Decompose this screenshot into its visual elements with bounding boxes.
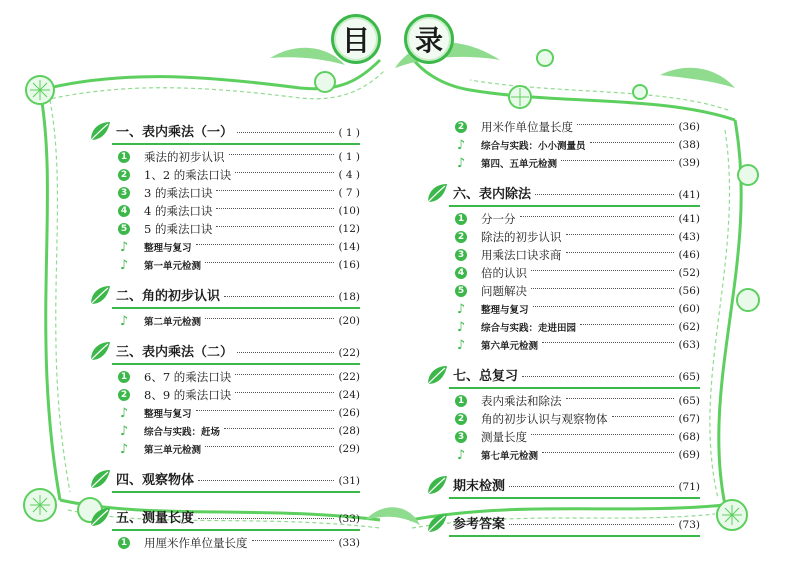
toc-entry[interactable] <box>88 238 360 256</box>
toc-section[interactable] <box>88 338 360 368</box>
toc-entry[interactable] <box>425 446 700 464</box>
entry-title: 乘法的初步认识 <box>144 150 225 164</box>
section-page-number: (22) <box>338 347 360 359</box>
section-spacer <box>425 172 700 180</box>
dot-leader <box>235 172 334 173</box>
section-heading <box>116 121 360 140</box>
toc-entry[interactable] <box>425 318 700 336</box>
section-page-number: (31) <box>338 475 360 487</box>
section-spacer <box>88 552 360 560</box>
number-badge: 2 <box>455 121 467 133</box>
music-note-icon: ♪ <box>456 155 466 171</box>
entry-page-number: (63) <box>678 339 700 351</box>
entry-title: 角的初步认识与观察物体 <box>481 412 608 426</box>
leaf-icon <box>88 284 112 306</box>
toc-section[interactable] <box>425 180 700 210</box>
music-note-icon: ♪ <box>119 441 129 457</box>
dot-leader <box>252 540 335 541</box>
section-title: 一、表内乘法（一） <box>116 125 234 140</box>
dot-leader <box>205 262 334 263</box>
entry-page-number: (60) <box>678 303 700 315</box>
entry-title: 整理与复习 <box>481 305 529 316</box>
entry-page-number: (36) <box>678 121 700 133</box>
dot-leader <box>198 518 334 519</box>
dot-leader <box>224 428 334 429</box>
toc-section[interactable] <box>425 362 700 392</box>
number-badge: 2 <box>455 231 467 243</box>
entry-page-number: (38) <box>678 139 700 151</box>
dot-leader <box>531 434 674 435</box>
leaf-icon <box>425 364 449 386</box>
entry-page-number: (56) <box>678 285 700 297</box>
entry-title: 1、2 的乘法口诀 <box>144 168 232 182</box>
leaf-icon <box>88 506 112 528</box>
entry-title: 第二单元检测 <box>144 317 202 328</box>
entry-title: 3 的乘法口诀 <box>144 186 213 200</box>
leaf-icon <box>425 512 449 534</box>
entry-title: 分一分 <box>481 212 516 226</box>
dot-leader <box>531 270 674 271</box>
entry-title: 用乘法口诀求商 <box>481 248 562 262</box>
entry-page-number: (33) <box>338 537 360 549</box>
dot-leader <box>577 124 674 125</box>
number-badge: 1 <box>455 395 467 407</box>
title-char-2: 录 <box>404 14 454 64</box>
toc-section[interactable] <box>425 510 700 540</box>
entry-title: 第七单元检测 <box>481 451 539 462</box>
section-underline <box>112 363 360 365</box>
number-badge: 5 <box>118 223 130 235</box>
toc-entry[interactable] <box>88 386 360 404</box>
entry-page-number: (68) <box>678 431 700 443</box>
toc-entry[interactable] <box>425 428 700 446</box>
entry-title: 第一单元检测 <box>144 261 202 272</box>
section-heading <box>453 513 700 532</box>
entry-title: 整理与复习 <box>144 243 192 254</box>
section-spacer <box>425 464 700 472</box>
dot-leader <box>612 416 675 417</box>
section-page-number: (41) <box>678 189 700 201</box>
number-badge: 3 <box>118 187 130 199</box>
section-spacer <box>88 496 360 504</box>
section-underline <box>112 491 360 493</box>
toc-entry[interactable] <box>88 184 360 202</box>
section-page-number: (18) <box>338 291 360 303</box>
section-heading <box>116 507 360 526</box>
dot-leader <box>235 374 334 375</box>
toc-entry[interactable] <box>88 256 360 274</box>
leaf-icon <box>88 468 112 490</box>
section-title: 二、角的初步认识 <box>116 289 221 304</box>
section-underline <box>112 529 360 531</box>
toc-section[interactable] <box>425 472 700 502</box>
section-spacer <box>88 274 360 282</box>
entry-title: 整理与复习 <box>144 409 192 420</box>
number-badge: 1 <box>118 151 130 163</box>
section-spacer <box>88 458 360 466</box>
dot-leader <box>522 376 674 377</box>
section-underline <box>449 497 700 499</box>
section-title: 四、观察物体 <box>116 473 195 488</box>
entry-title: 6、7 的乘法口诀 <box>144 370 232 384</box>
section-spacer <box>425 354 700 362</box>
section-underline <box>112 143 360 145</box>
toc-entry[interactable] <box>425 210 700 228</box>
number-badge: 3 <box>455 431 467 443</box>
entry-page-number: ( 1 ) <box>338 151 360 163</box>
toc-entry[interactable] <box>425 136 700 154</box>
music-note-icon: ♪ <box>456 301 466 317</box>
entry-page-number: (20) <box>338 315 360 327</box>
number-badge: 1 <box>118 371 130 383</box>
dot-leader <box>216 190 334 191</box>
toc-entry[interactable] <box>425 118 700 136</box>
toc-entry[interactable] <box>88 148 360 166</box>
entry-title: 问题解决 <box>481 284 527 298</box>
toc-entry[interactable] <box>88 440 360 458</box>
music-note-icon: ♪ <box>119 257 129 273</box>
leaf-icon <box>425 474 449 496</box>
toc-entry[interactable] <box>88 422 360 440</box>
entry-page-number: ( 7 ) <box>338 187 360 199</box>
section-title: 六、表内除法 <box>453 187 532 202</box>
entry-page-number: (39) <box>678 157 700 169</box>
toc-entry[interactable] <box>425 264 700 282</box>
section-heading <box>116 341 360 360</box>
music-note-icon: ♪ <box>456 337 466 353</box>
toc-entry[interactable] <box>425 246 700 264</box>
entry-page-number: ( 4 ) <box>338 169 360 181</box>
music-note-icon: ♪ <box>119 239 129 255</box>
toc-entry[interactable] <box>88 404 360 422</box>
title-char-1: 目 <box>331 14 381 64</box>
music-note-icon: ♪ <box>119 313 129 329</box>
section-heading <box>116 469 360 488</box>
toc-section[interactable] <box>88 466 360 496</box>
section-heading <box>116 285 360 304</box>
dot-leader <box>229 154 335 155</box>
music-note-icon: ♪ <box>119 405 129 421</box>
entry-title: 测量长度 <box>481 430 527 444</box>
entry-page-number: (10) <box>338 205 360 217</box>
section-underline <box>112 307 360 309</box>
entry-title: 除法的初步认识 <box>481 230 562 244</box>
dot-leader <box>224 296 334 297</box>
section-heading <box>453 475 700 494</box>
entry-page-number: (52) <box>678 267 700 279</box>
number-badge: 4 <box>118 205 130 217</box>
section-underline <box>449 205 700 207</box>
section-heading <box>453 365 700 384</box>
leaf-icon <box>425 182 449 204</box>
dot-leader <box>237 132 334 133</box>
toc-entry[interactable] <box>88 534 360 552</box>
dot-leader <box>205 446 334 447</box>
dot-leader <box>566 398 675 399</box>
dot-leader <box>561 160 674 161</box>
toc-entry[interactable] <box>88 368 360 386</box>
dot-leader <box>509 486 674 487</box>
number-badge: 3 <box>455 249 467 261</box>
section-title: 参考答案 <box>453 517 506 532</box>
music-note-icon: ♪ <box>456 137 466 153</box>
number-badge: 1 <box>455 213 467 225</box>
dot-leader <box>542 452 674 453</box>
dot-leader <box>216 226 334 227</box>
dot-leader <box>196 410 335 411</box>
dot-leader <box>533 306 675 307</box>
entry-title: 用厘米作单位量长度 <box>144 536 248 550</box>
dot-leader <box>520 216 675 217</box>
entry-page-number: (62) <box>678 321 700 333</box>
dot-leader <box>205 318 334 319</box>
toc-entry[interactable] <box>425 392 700 410</box>
section-spacer <box>425 540 700 548</box>
toc-entry[interactable] <box>88 312 360 330</box>
dot-leader <box>531 288 674 289</box>
toc-entry[interactable] <box>425 300 700 318</box>
number-badge: 2 <box>455 413 467 425</box>
dot-leader <box>216 208 334 209</box>
entry-page-number: (67) <box>678 413 700 425</box>
dot-leader <box>590 142 675 143</box>
toc-entry[interactable] <box>88 202 360 220</box>
entry-page-number: (26) <box>338 407 360 419</box>
dot-leader <box>237 352 334 353</box>
number-badge: 5 <box>455 285 467 297</box>
section-heading <box>453 183 700 202</box>
entry-page-number: (41) <box>678 213 700 225</box>
section-page-number: (73) <box>678 519 700 531</box>
entry-title: 综合与实践：小小测量员 <box>481 141 586 152</box>
dot-leader <box>566 234 675 235</box>
number-badge: 2 <box>118 169 130 181</box>
number-badge: 1 <box>118 537 130 549</box>
section-underline <box>449 535 700 537</box>
toc-entry[interactable] <box>88 220 360 238</box>
toc-entry[interactable] <box>425 154 700 172</box>
section-page-number: ( 1 ) <box>338 127 360 139</box>
toc-section[interactable] <box>88 504 360 534</box>
entry-page-number: (12) <box>338 223 360 235</box>
dot-leader <box>196 244 335 245</box>
leaf-icon <box>88 340 112 362</box>
dot-leader <box>235 392 334 393</box>
toc-right-column <box>425 118 700 548</box>
entry-page-number: (14) <box>338 241 360 253</box>
toc-entry[interactable] <box>425 336 700 354</box>
toc-entry[interactable] <box>88 166 360 184</box>
toc-section[interactable] <box>88 282 360 312</box>
entry-page-number: (43) <box>678 231 700 243</box>
entry-title: 综合与实践：赶场 <box>144 427 221 438</box>
section-title: 三、表内乘法（二） <box>116 345 234 360</box>
music-note-icon: ♪ <box>119 423 129 439</box>
section-underline <box>449 387 700 389</box>
entry-page-number: (29) <box>338 443 360 455</box>
dot-leader <box>198 480 334 481</box>
entry-page-number: (22) <box>338 371 360 383</box>
dot-leader <box>542 342 674 343</box>
entry-title: 8、9 的乘法口诀 <box>144 388 232 402</box>
music-note-icon: ♪ <box>456 319 466 335</box>
section-title: 五、测量长度 <box>116 511 195 526</box>
toc-left-column <box>88 118 360 560</box>
dot-leader <box>535 194 674 195</box>
toc-entry[interactable] <box>425 282 700 300</box>
entry-title: 倍的认识 <box>481 266 527 280</box>
section-title: 期末检测 <box>453 479 506 494</box>
entry-title: 用米作单位量长度 <box>481 120 573 134</box>
entry-title: 第六单元检测 <box>481 341 539 352</box>
section-page-number: (33) <box>338 513 360 525</box>
dot-leader <box>509 524 674 525</box>
number-badge: 2 <box>118 389 130 401</box>
dot-leader <box>580 324 674 325</box>
entry-page-number: (24) <box>338 389 360 401</box>
section-page-number: (65) <box>678 371 700 383</box>
section-page-number: (71) <box>678 481 700 493</box>
entry-title: 第三单元检测 <box>144 445 202 456</box>
toc-entry[interactable] <box>425 410 700 428</box>
toc-section[interactable] <box>88 118 360 148</box>
entry-title: 第四、五单元检测 <box>481 159 558 170</box>
leaf-icon <box>88 120 112 142</box>
number-badge: 4 <box>455 267 467 279</box>
toc-entry[interactable] <box>425 228 700 246</box>
section-title: 七、总复习 <box>453 369 519 384</box>
entry-page-number: (28) <box>338 425 360 437</box>
dot-leader <box>566 252 675 253</box>
entry-page-number: (69) <box>678 449 700 461</box>
entry-page-number: (16) <box>338 259 360 271</box>
entry-title: 5 的乘法口诀 <box>144 222 213 236</box>
music-note-icon: ♪ <box>456 447 466 463</box>
entry-title: 4 的乘法口诀 <box>144 204 213 218</box>
section-spacer <box>425 502 700 510</box>
section-spacer <box>88 330 360 338</box>
entry-title: 表内乘法和除法 <box>481 394 562 408</box>
entry-page-number: (46) <box>678 249 700 261</box>
entry-title: 综合与实践：走进田园 <box>481 323 577 334</box>
entry-page-number: (65) <box>678 395 700 407</box>
